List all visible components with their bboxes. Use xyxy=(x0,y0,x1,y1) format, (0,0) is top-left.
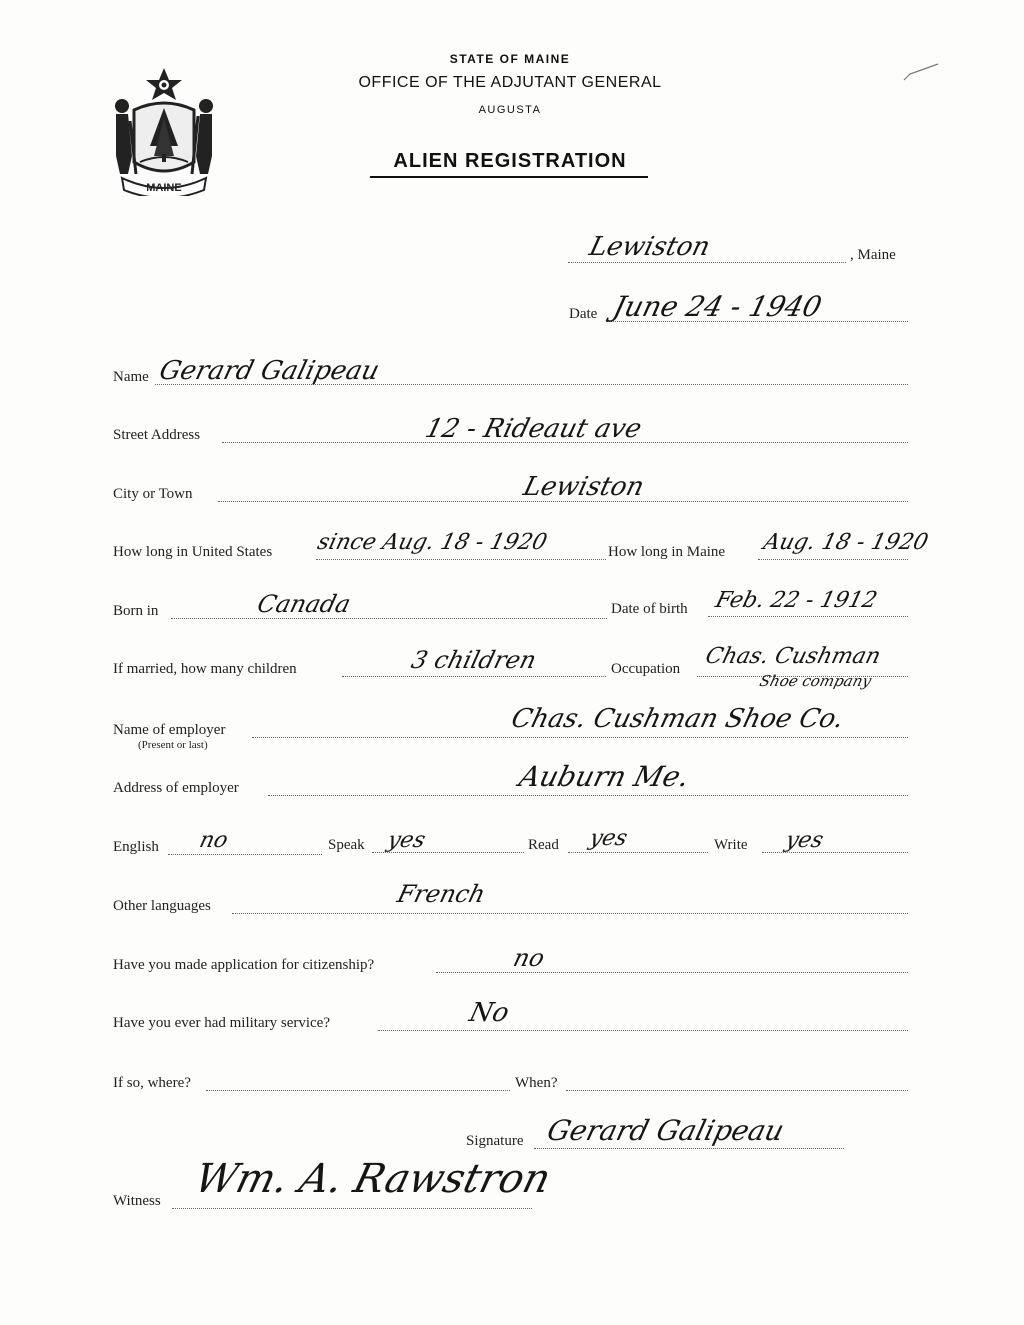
title-underline xyxy=(370,176,648,178)
read-value: yes xyxy=(586,826,630,851)
when-line xyxy=(566,1090,908,1091)
witness-line xyxy=(172,1208,532,1209)
english-label: English xyxy=(113,839,159,855)
read-label: Read xyxy=(528,837,559,853)
check-mark-icon xyxy=(900,60,940,84)
street-label: Street Address xyxy=(113,427,201,443)
name-value: Gerard Galipeau xyxy=(156,356,383,386)
citizenship-value: no xyxy=(510,944,548,972)
state-heading: STATE OF MAINE xyxy=(449,52,571,66)
how-long-maine-label: How long in Maine xyxy=(608,544,726,560)
other-languages-label: Other languages xyxy=(113,898,211,914)
date-value: June 24 - 1940 xyxy=(609,290,826,323)
occupation-value-line1: Chas. Cushman xyxy=(702,644,884,669)
maine-state-seal-icon xyxy=(112,66,216,196)
employer-address-line xyxy=(268,795,908,796)
children-label: If married, how many children xyxy=(113,661,297,677)
city-label: City or Town xyxy=(113,486,193,502)
born-in-value: Canada xyxy=(254,590,354,618)
city-heading: AUGUSTA xyxy=(478,104,542,116)
how-long-us-line xyxy=(316,559,606,560)
occupation-label: Occupation xyxy=(611,661,681,677)
seal-maine-text: MAINE xyxy=(146,182,182,194)
born-in-label: Born in xyxy=(113,603,159,619)
dob-line xyxy=(708,616,908,617)
military-value: No xyxy=(466,998,513,1028)
employer-value: Chas. Cushman Shoe Co. xyxy=(508,704,847,734)
date-label: Date xyxy=(569,306,598,322)
employer-address-label: Address of employer xyxy=(113,780,239,796)
occupation-value-line2: Shoe company xyxy=(757,672,874,690)
form-title: ALIEN REGISTRATION xyxy=(393,150,627,172)
how-long-maine-line xyxy=(758,559,908,560)
speak-value: yes xyxy=(384,828,428,853)
military-line xyxy=(378,1030,908,1031)
born-in-line xyxy=(171,618,607,619)
town-value: Lewiston xyxy=(586,232,714,262)
other-languages-line xyxy=(232,913,908,914)
employer-note: (Present or last) xyxy=(138,739,208,751)
where-label: If so, where? xyxy=(113,1075,191,1091)
signature-line xyxy=(534,1148,844,1149)
name-label: Name xyxy=(113,369,149,385)
signature-label: Signature xyxy=(466,1133,524,1149)
write-label: Write xyxy=(714,837,748,853)
signature-value: Gerard Galipeau xyxy=(543,1114,788,1147)
city-value: Lewiston xyxy=(520,472,648,502)
read-line xyxy=(568,852,708,853)
dob-label: Date of birth xyxy=(611,601,688,617)
how-long-us-label: How long in United States xyxy=(113,544,273,560)
witness-label: Witness xyxy=(113,1193,161,1209)
maine-label: , Maine xyxy=(850,247,896,263)
employer-label: Name of employer xyxy=(113,722,226,738)
street-value: 12 - Rideaut ave xyxy=(422,414,645,444)
write-value: yes xyxy=(782,828,826,853)
dob-value: Feb. 22 - 1912 xyxy=(712,588,880,613)
citizenship-label: Have you made application for citizenship? xyxy=(113,957,375,973)
witness-value: Wm. A. Rawstron xyxy=(190,1156,556,1202)
english-value: no xyxy=(196,828,231,853)
town-line xyxy=(568,262,846,263)
children-line xyxy=(342,676,606,677)
office-heading: OFFICE OF THE ADJUTANT GENERAL xyxy=(358,74,662,91)
how-long-us-value: since Aug. 18 - 1920 xyxy=(314,530,550,555)
other-languages-value: French xyxy=(394,880,489,908)
english-line xyxy=(168,854,322,855)
military-label: Have you ever had military service? xyxy=(113,1015,330,1031)
citizenship-line xyxy=(436,972,908,973)
employer-line xyxy=(252,737,908,738)
employer-address-value: Auburn Me. xyxy=(515,760,693,793)
speak-label: Speak xyxy=(328,837,365,853)
children-value: 3 children xyxy=(408,646,540,674)
how-long-maine-value: Aug. 18 - 1920 xyxy=(760,530,931,555)
when-label: When? xyxy=(515,1075,558,1091)
where-line xyxy=(206,1090,510,1091)
